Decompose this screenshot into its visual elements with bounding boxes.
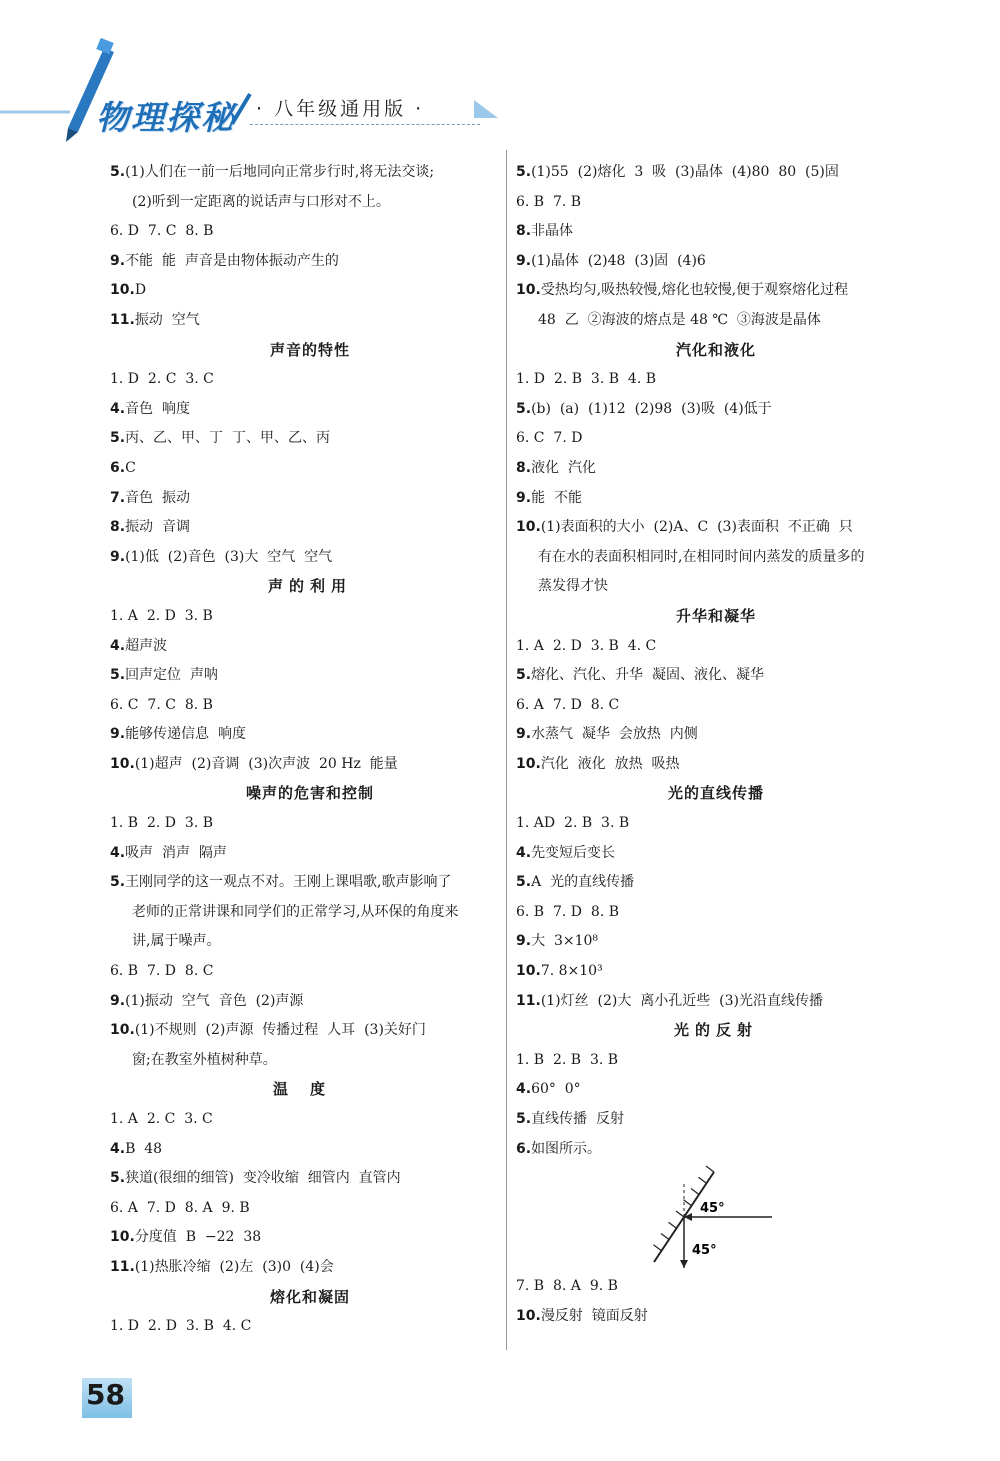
answer-line: 4.B 48 [110,1140,163,1157]
page-header [0,0,1000,150]
answer-line: 5.熔化、汽化、升华 凝固、液化、凝华 [516,667,764,684]
section-heading: 光的直线传播 [667,784,764,803]
answer-line: 11.(1)热胀冷缩 (2)左 (3)0 (4)会 [110,1258,334,1275]
section-heading: 声的利用 [267,577,352,596]
brand-title: 物理探秘 [96,98,236,137]
answer-line: 10.漫反射 镜面反射 [516,1307,648,1324]
answer-line: 11.(1)灯丝 (2)大 离小孔近些 (3)光沿直线传播 [516,992,824,1009]
answer-line: 1. D 2. B 3. B 4. B [516,371,657,388]
answer-line: 6. A 7. D 8. C [516,696,620,713]
answer-line: 10.(1)超声 (2)音调 (3)次声波 20 Hz 能量 [110,755,398,772]
answer-line: 6. B 7. D 8. C [110,963,214,980]
answer-line: 老师的正常讲课和同学们的正常学习,从环保的角度来 [132,903,459,920]
answer-line: 10.受热均匀,吸热较慢,熔化也较慢,便于观察熔化过程 [516,282,849,299]
answer-line: 4.超声波 [110,637,168,654]
answer-line: 9.(1)晶体 (2)48 (3)固 (4)6 [516,252,706,269]
answer-line: (2)听到一定距离的说话声与口形对不上。 [132,193,390,210]
answer-line: 6. C 7. D [516,430,583,447]
answer-line: 6.C [110,459,136,476]
section-heading: 光的反射 [673,1021,758,1040]
header-rule [250,124,480,125]
answer-line: 48 乙 ②海波的熔点是 48 ℃ ③海波是晶体 [538,311,821,328]
answer-line: 窗;在教室外植树种草。 [132,1051,277,1068]
answer-line: 6. A 7. D 8. A 9. B [110,1199,250,1216]
section-heading: 熔化和凝固 [269,1287,350,1306]
answer-line: 7.音色 振动 [110,489,190,506]
angle-label-top: 45° [700,1201,725,1217]
answer-line: 9.水蒸气 凝华 会放热 内侧 [516,726,698,743]
answer-line: 1. B 2. B 3. B [516,1051,619,1068]
answer-line: 5.狭道(很细的细管) 变冷收缩 细管内 直管内 [110,1170,401,1187]
edition-label: · 八年级通用版 · [256,98,425,120]
answer-line: 10.D [110,282,147,299]
answer-line: 1. AD 2. B 3. B [516,815,630,832]
answer-line: 6. D 7. C 8. B [110,223,214,240]
answer-line: 6.如图所示。 [516,1140,602,1157]
answer-line: 9.不能 能 声音是由物体振动产生的 [110,252,339,269]
section-heading: 噪声的危害和控制 [245,784,374,803]
page-number: 58 [86,1378,125,1411]
answer-line: 4.先变短后变长 [516,844,616,861]
answer-line: 5.王刚同学的这一观点不对。王刚上课唱歌,歌声影响了 [110,874,452,891]
answer-line: 9.(1)低 (2)音色 (3)大 空气 空气 [110,548,333,565]
answer-line: 有在水的表面积相同时,在相同时间内蒸发的质量多的 [538,548,865,565]
answers-left-column [110,158,510,1342]
answer-line: 1. B 2. D 3. B [110,815,214,832]
section-heading: 升华和凝华 [675,606,756,625]
answer-line: 讲,属于噪声。 [132,933,221,950]
answers-right-column [516,158,916,1331]
answer-line: 4.60° 0° [516,1081,581,1098]
answer-line: 8.液化 汽化 [516,459,596,476]
answer-line: 4.音色 响度 [110,400,190,417]
answer-line: 5.丙、乙、甲、丁 丁、甲、乙、丙 [110,430,330,447]
answer-line: 10.(1)不规则 (2)声源 传播过程 人耳 (3)关好门 [110,1022,426,1039]
answer-line: 10.7. 8×10³ [516,963,603,980]
answer-line: 5.(b) (a) (1)12 (2)98 (3)吸 (4)低于 [516,400,772,417]
answer-line: 1. A 2. D 3. B [110,607,213,624]
answer-line: 蒸发得才快 [538,578,608,595]
answer-line: 8.振动 音调 [110,519,190,536]
answer-line: 1. D 2. C 3. C [110,371,214,388]
answer-line: 9.能 不能 [516,489,582,506]
section-heading: 声音的特性 [269,340,350,359]
answer-line: 1. A 2. D 3. B 4. C [516,637,657,654]
answer-line: 6. C 7. C 8. B [110,696,213,713]
answer-line: 6. B 7. B [516,193,582,210]
answer-line: 11.振动 空气 [110,311,200,328]
answer-line: 10.(1)表面积的大小 (2)A、C (3)表面积 不正确 只 [516,519,853,536]
arrow-decoration-icon [472,98,502,122]
section-heading: 汽化和液化 [675,340,756,359]
answer-line: 10.分度值 B −22 38 [110,1229,262,1246]
answer-line: 5.直线传播 反射 [516,1111,624,1127]
answer-line: 5.(1)55 (2)熔化 3 吸 (3)晶体 (4)80 80 (5)固 [516,164,839,180]
section-heading: 温度 [272,1080,347,1099]
answer-line: 9.能够传递信息 响度 [110,726,246,743]
answer-line: 6. B 7. D 8. B [516,903,620,920]
answer-line: 5.(1)人们在一前一后地同向正常步行时,将无法交谈; [110,164,435,180]
answer-line: 5.回声定位 声呐 [110,667,218,684]
answer-line: 7. B 8. A 9. B [516,1278,618,1295]
answer-line: 8.非晶体 [516,223,574,240]
answer-line: 1. A 2. C 3. C [110,1111,213,1127]
answer-line: 4.吸声 消声 隔声 [110,844,227,861]
reflection-diagram [516,1164,916,1272]
answer-line: 9.大 3×10⁸ [516,933,599,950]
answer-line: 5.A 光的直线传播 [516,874,635,891]
answer-line: 9.(1)振动 空气 音色 (2)声源 [110,992,304,1009]
answer-line: 1. D 2. D 3. B 4. C [110,1318,252,1335]
angle-label-bottom: 45° [692,1243,717,1259]
answer-line: 10.汽化 液化 放热 吸热 [516,755,680,772]
